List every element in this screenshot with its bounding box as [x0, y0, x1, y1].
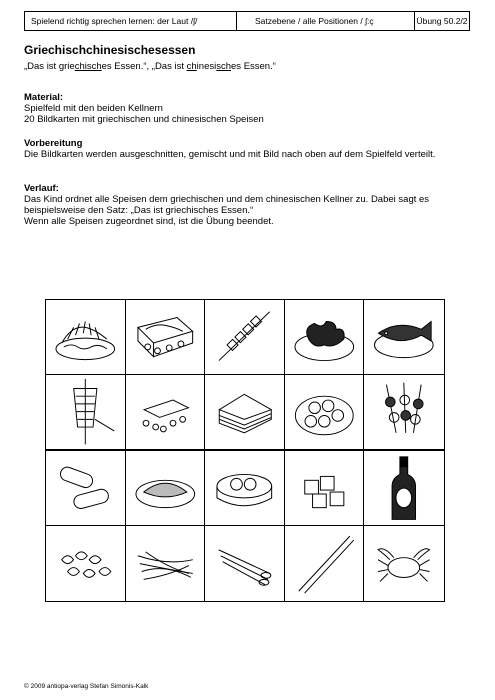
- sentence-part: inesi: [196, 61, 217, 72]
- preparation-text: Die Bildkarten werden ausgeschnitten, gemischt und mit Bild nach oben auf dem Spielfeld verteilt.: [24, 149, 436, 160]
- material-section: [24, 92, 474, 125]
- picture-card[interactable]: [285, 451, 365, 526]
- preparation-heading: Vorbereitung: [24, 138, 83, 149]
- picture-card-grid: [45, 299, 445, 602]
- skewers-vegetables-icon: [364, 375, 444, 448]
- picture-card[interactable]: [126, 526, 206, 601]
- fried-rice-plate-icon: [126, 451, 205, 525]
- picture-card[interactable]: [46, 375, 126, 450]
- picture-card[interactable]: [126, 451, 206, 526]
- picture-card[interactable]: [46, 300, 126, 375]
- picture-card[interactable]: [364, 300, 444, 375]
- worksheet-header: [24, 11, 470, 31]
- picture-card[interactable]: [205, 375, 285, 450]
- picture-card[interactable]: [364, 526, 444, 601]
- picture-card[interactable]: [205, 451, 285, 526]
- spring-rolls-icon: [126, 375, 205, 448]
- crab-icon: [364, 526, 444, 601]
- dolmades-icon: [46, 451, 125, 525]
- picture-card[interactable]: [285, 375, 365, 450]
- picture-card[interactable]: [364, 451, 444, 526]
- picture-card[interactable]: [46, 526, 126, 601]
- gyros-plate-icon: [46, 300, 125, 374]
- dumplings-plate-icon: [285, 375, 364, 448]
- sentence-part: „Das ist grie: [24, 61, 75, 72]
- stuffed-tomatoes-icon: [285, 300, 364, 374]
- procedure-text-end: Wenn alle Speisen zugeordnet sind, ist die Übung beendet.: [24, 216, 274, 227]
- sentence-underlined-part: chisch: [74, 61, 102, 72]
- doner-spit-icon: [46, 375, 125, 448]
- sentence-part: es Essen.“, „Das ist: [101, 61, 187, 72]
- target-sentences: [24, 61, 276, 72]
- souvlaki-skewer-icon: [205, 300, 284, 374]
- grilled-fish-plate-icon: [364, 300, 444, 374]
- picture-card[interactable]: [285, 300, 365, 375]
- procedure-section: [24, 183, 474, 227]
- sentence-part: es Essen.“: [231, 61, 276, 72]
- sentence-underlined-part: ch: [186, 61, 197, 72]
- picture-card[interactable]: [46, 451, 126, 526]
- spring-onions-icon: [205, 526, 284, 601]
- picture-card[interactable]: [205, 300, 285, 375]
- picture-card[interactable]: [205, 526, 285, 601]
- tofu-cubes-icon: [285, 451, 364, 525]
- page-title: Griechischchinesischesessen: [24, 43, 196, 57]
- copyright-footer: © 2009 antiopa-verlag Stefan Simonis-Kalk: [24, 683, 149, 690]
- soy-sauce-bottle-icon: [364, 451, 444, 525]
- preparation-section: [24, 138, 474, 160]
- picture-card[interactable]: [126, 300, 206, 375]
- procedure-text: Das Kind ordnet alle Speisen dem griechischen und dem chinesischen Kellner zu. Dabei sagt es beispielsweise den Satz: „Das ist griechisches Essen.“: [24, 194, 430, 216]
- header-series-title: Spielend richtig sprechen lernen: der Laut /ʃ/: [25, 12, 237, 30]
- header-exercise-number: Übung 50.2/2: [416, 16, 468, 26]
- dim-sum-basket-icon: [205, 451, 284, 525]
- chopsticks-icon: [285, 526, 364, 601]
- material-heading: Material:: [24, 92, 64, 103]
- picture-card[interactable]: [364, 375, 444, 450]
- baklava-cake-icon: [205, 375, 284, 448]
- picture-card[interactable]: [285, 526, 365, 601]
- picture-card[interactable]: [126, 375, 206, 450]
- material-line: 20 Bildkarten mit griechischen und chinesischen Speisen: [24, 114, 264, 125]
- procedure-heading: Verlauf:: [24, 183, 59, 194]
- material-line: Spielfeld mit den beiden Kellnern: [24, 103, 163, 114]
- shrimps-icon: [46, 526, 125, 601]
- sentence-underlined-part: sch: [216, 61, 232, 72]
- header-level: Satzebene / alle Positionen / ʃ:ç: [237, 12, 415, 30]
- moussaka-icon: [126, 300, 205, 374]
- bean-sprouts-icon: [126, 526, 205, 601]
